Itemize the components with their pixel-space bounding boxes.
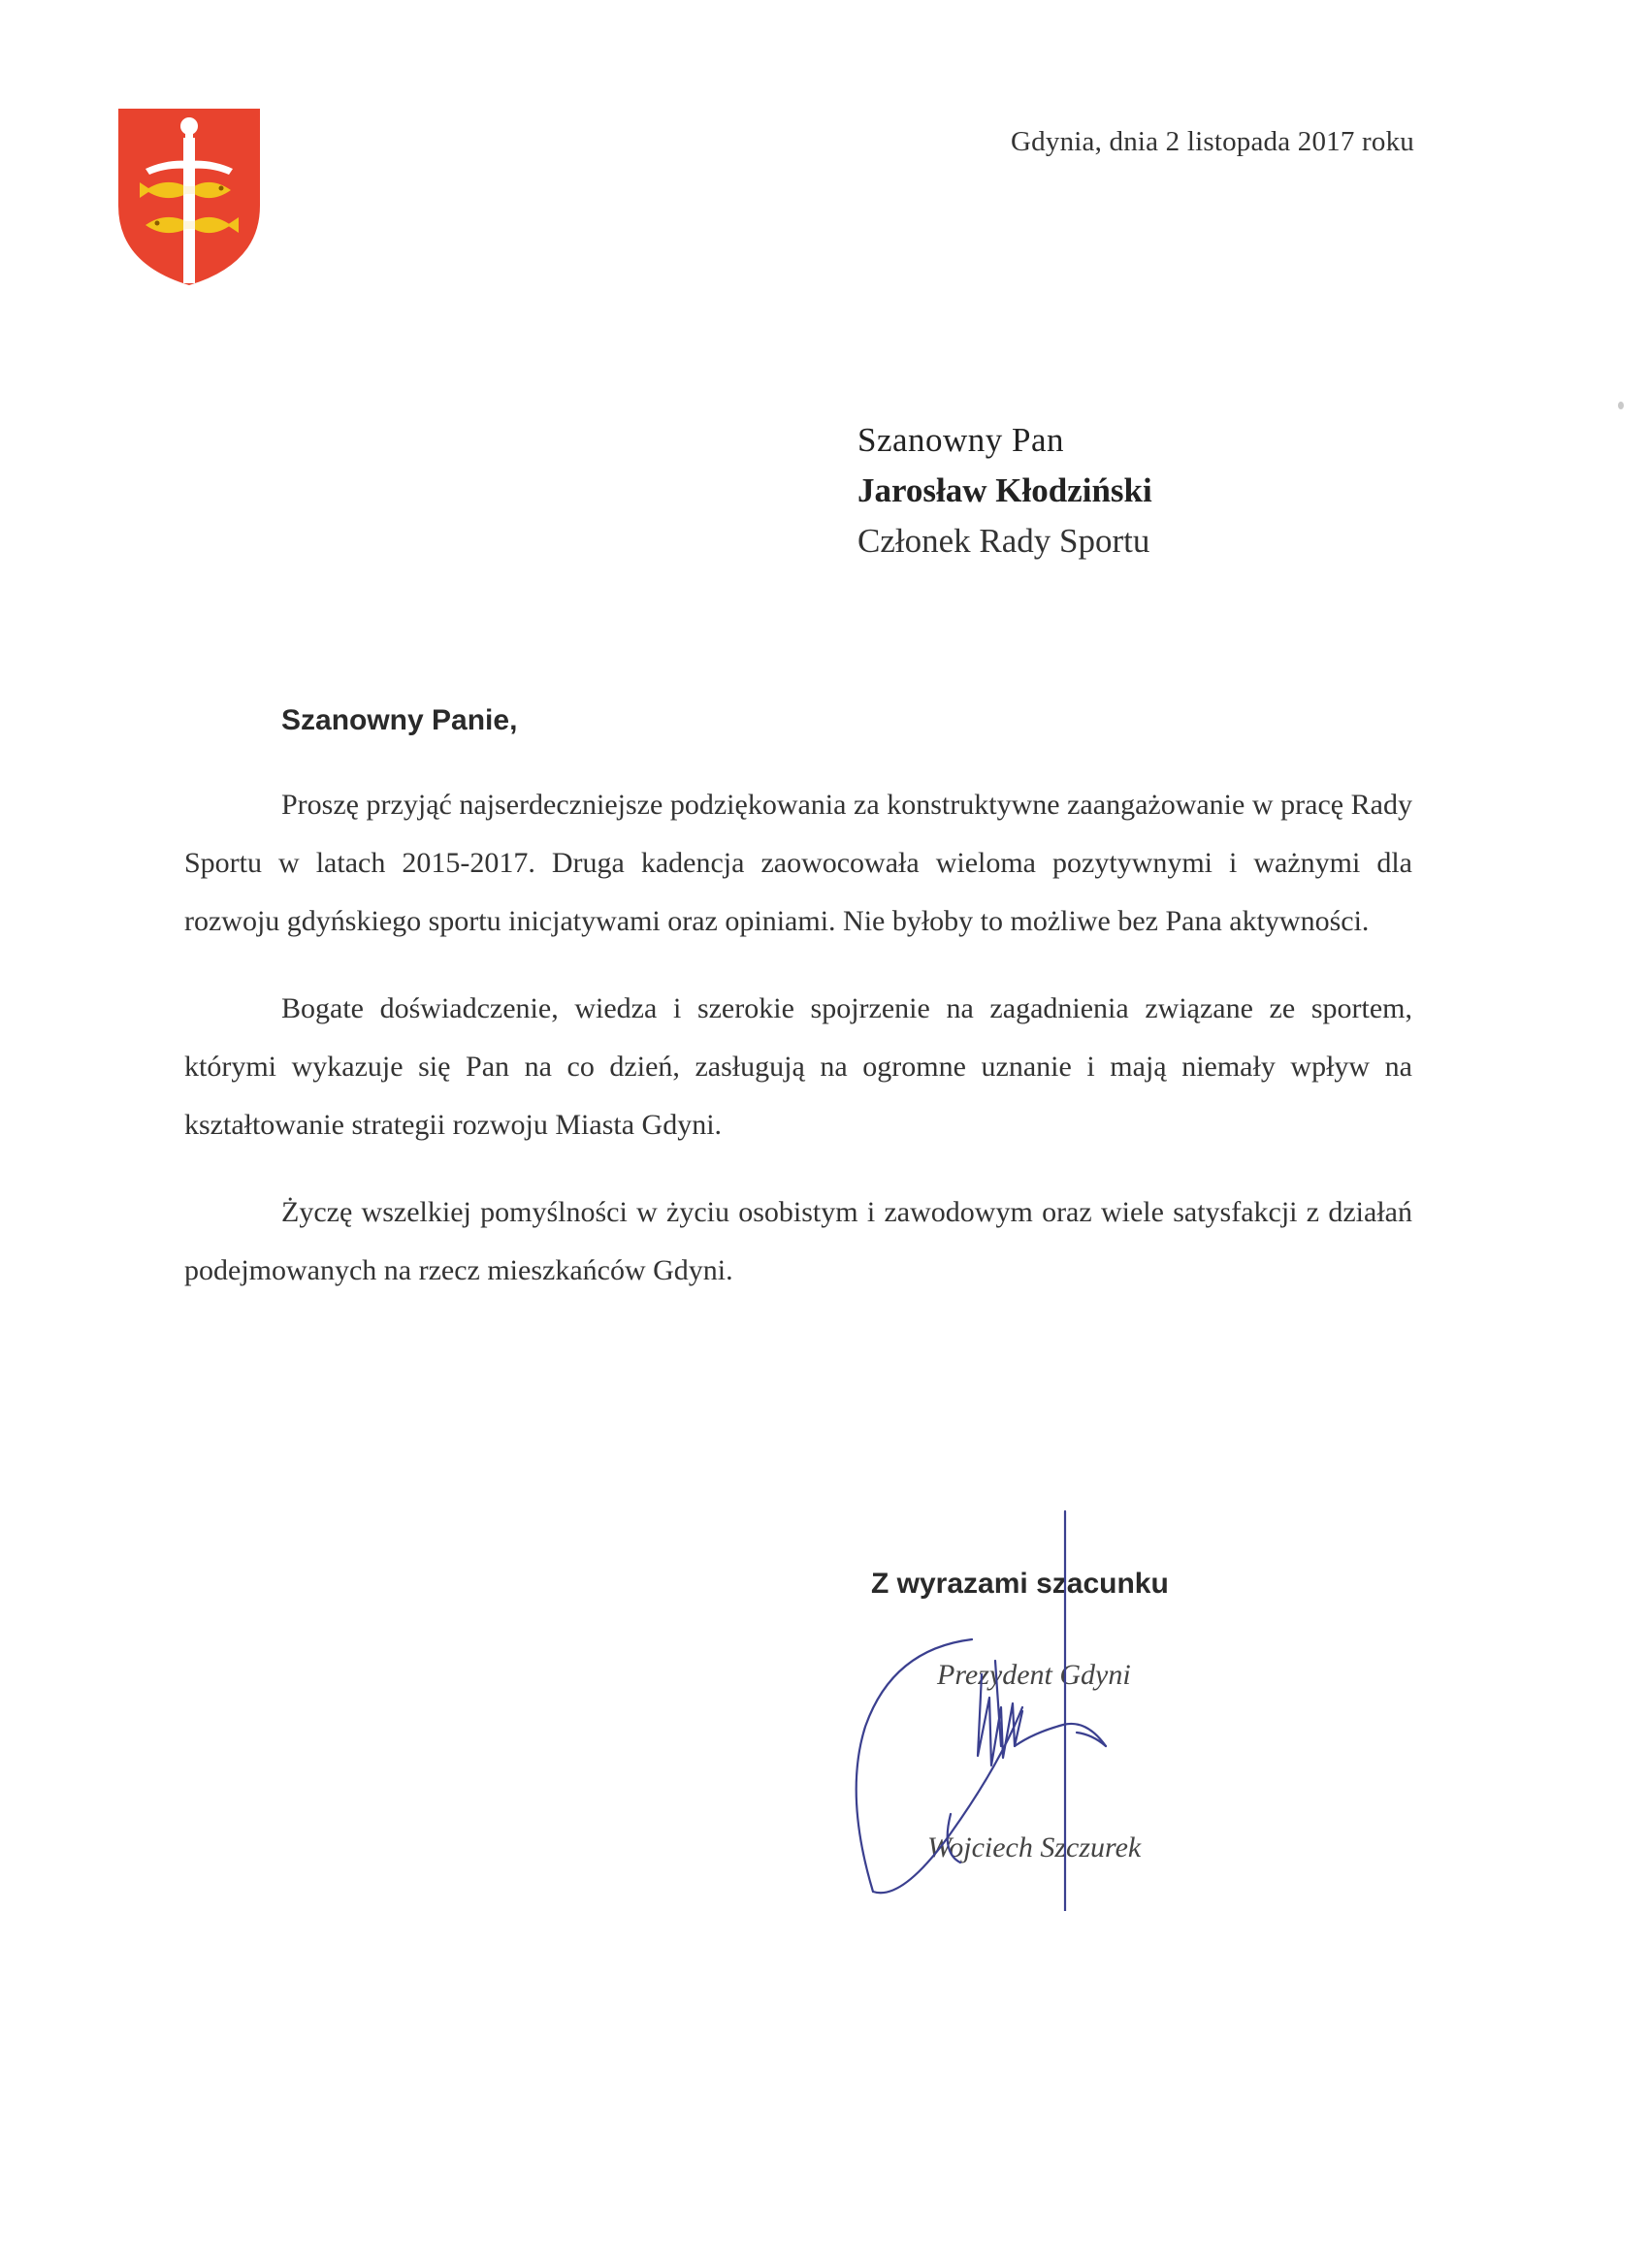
signatory-title: Prezydent Gdyni: [937, 1659, 1131, 1691]
closing-phrase: Z wyrazami szacunku: [871, 1568, 1169, 1600]
paragraph-2: Bogate doświadczenie, wiedza i szerokie spojrzenie na zagadnienia związane ze sportem, którymi wykazuje się Pan na co dzień, zasługują na ogromne uznanie i mają niemały wpływ na kształtowanie strategii rozwoju Miasta Gdyni.: [184, 992, 1412, 1141]
paper-speck: [1618, 402, 1624, 409]
letter-date: Gdynia, dnia 2 listopada 2017 roku: [1011, 126, 1414, 157]
paragraph-3: Życzę wszelkiej pomyślności w życiu osobistym i zawodowym oraz wiele satysfakcji z działań podejmowanych na rzecz mieszkańców Gdyni.: [184, 1196, 1412, 1286]
salutation: Szanowny Panie,: [281, 704, 518, 736]
signatory-name: Wojciech Szczurek: [927, 1831, 1142, 1863]
handwritten-signature-icon: [815, 1504, 1164, 1911]
letter-body: [184, 776, 1412, 1329]
recipient-block: [857, 415, 1152, 567]
paragraph-1: Proszę przyjąć najserdeczniejsze podziękowania za konstruktywne zaangażowanie w pracę Rady Sportu w latach 2015-2017. Druga kadencja zaowocowała wieloma pozytywnymi i ważnymi dla rozwoju gdyńskiego sportu inicjatywami oraz opiniami. Nie byłoby to możliwe bez Pana aktywności.: [184, 789, 1412, 937]
recipient-greeting: Szanowny Pan: [857, 421, 1065, 459]
coat-of-arms-icon: [118, 109, 260, 285]
recipient-role: Członek Rady Sportu: [857, 522, 1150, 560]
recipient-name: Jarosław Kłodziński: [857, 471, 1152, 509]
